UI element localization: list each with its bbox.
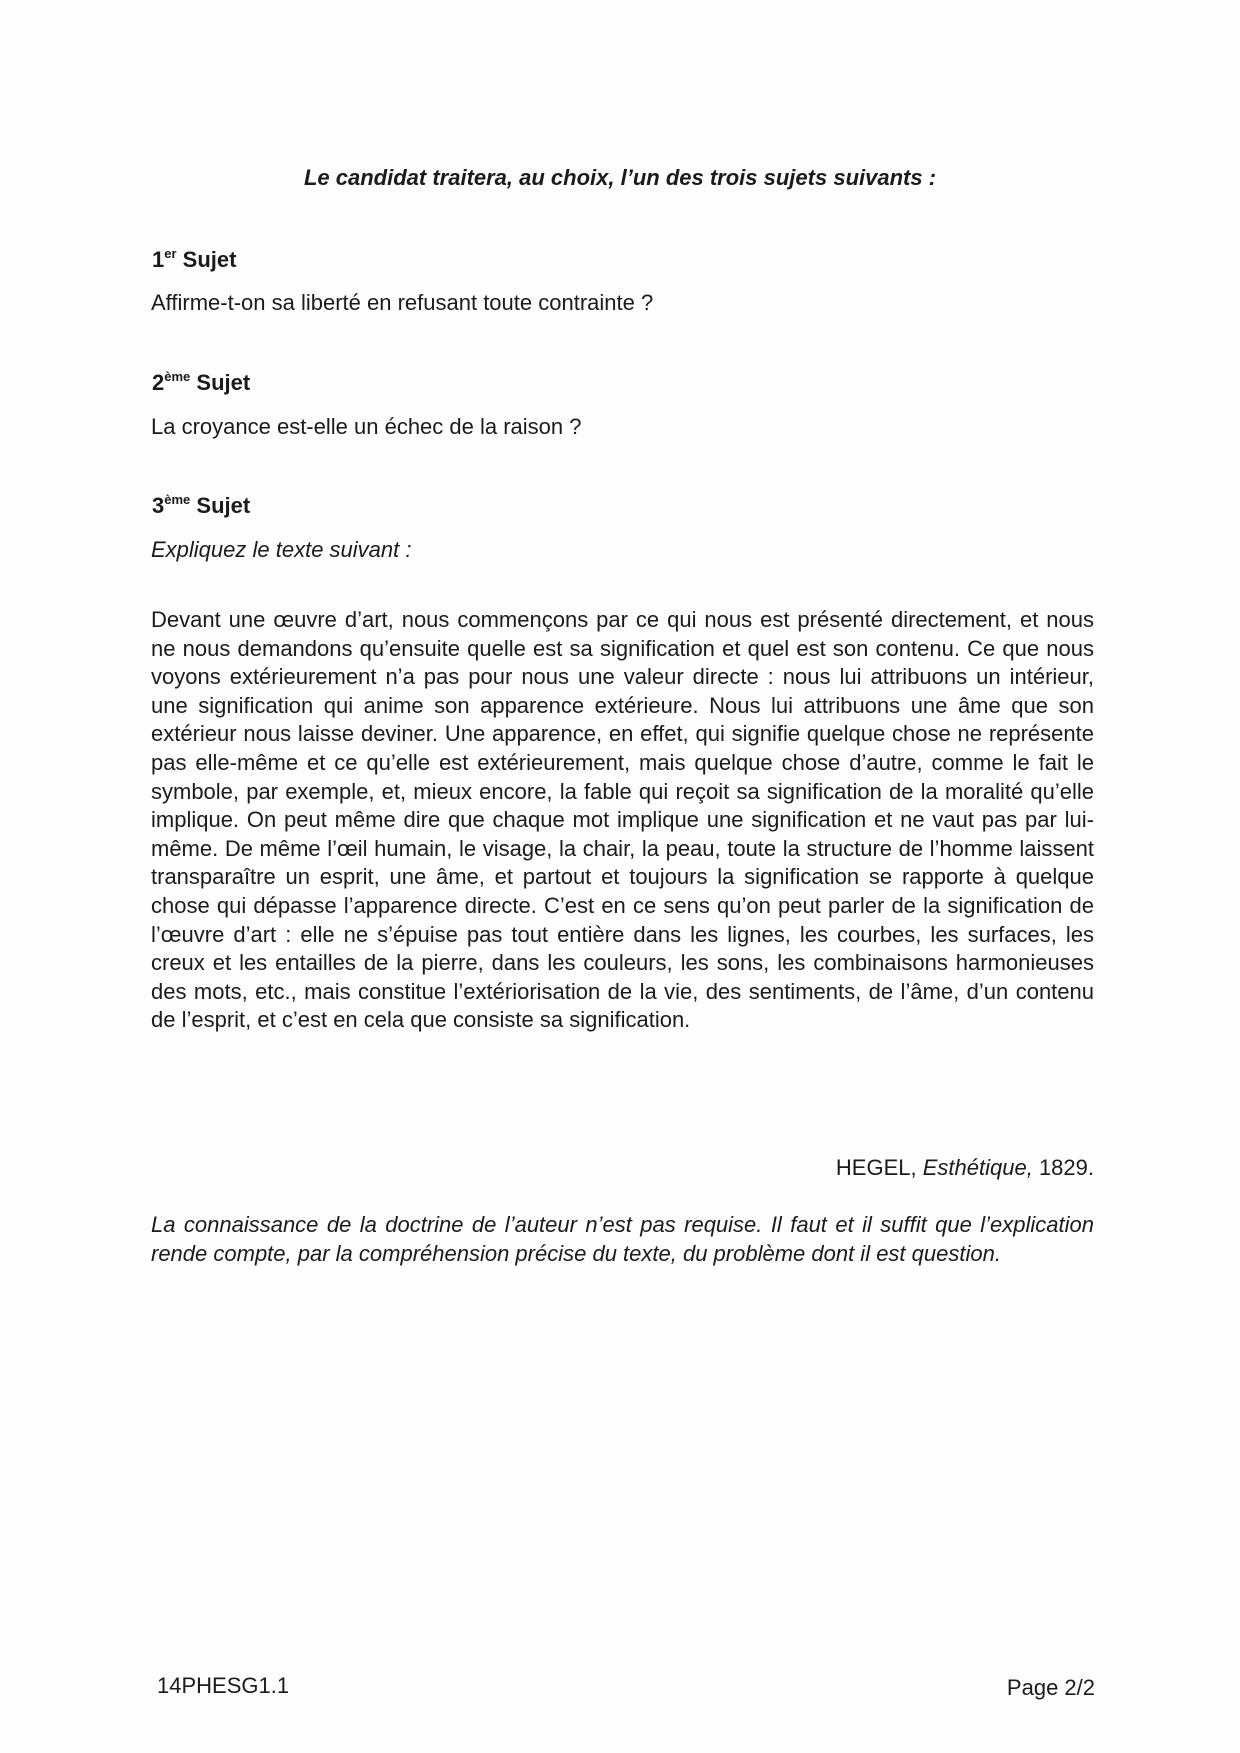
citation-year: 1829. bbox=[1038, 1155, 1094, 1180]
subject-3-number: 3 bbox=[152, 493, 165, 518]
page-number: Page 2/2 bbox=[1006, 1675, 1095, 1700]
subject-3-ordinal: ème bbox=[164, 492, 191, 507]
subject-2-question: La croyance est-elle un échec de la raison ? bbox=[151, 414, 582, 439]
subject-2-number: 2 bbox=[152, 370, 165, 395]
subject-1-label: Sujet bbox=[182, 247, 237, 272]
instructions-heading: Le candidat traitera, au choix, l’un des trois sujets suivants : bbox=[303, 165, 937, 190]
subject-3-instruction: Expliquez le texte suivant : bbox=[151, 537, 412, 562]
subject-2-label: Sujet bbox=[196, 370, 251, 395]
subject-3-title bbox=[152, 492, 250, 520]
explanation-note: La connaissance de la doctrine de l’auteur n’est pas requise. Il faut et il suffit que l’explication rende compte, par la compréhension précise du texte, du problème dont il est question. bbox=[151, 1212, 1094, 1266]
subject-1-ordinal: er bbox=[164, 246, 177, 261]
subject-1-title bbox=[152, 246, 236, 274]
subject-2-ordinal: ème bbox=[164, 369, 191, 384]
subject-1-number: 1 bbox=[152, 247, 165, 272]
subject-2-title bbox=[152, 369, 250, 397]
subject-3-label: Sujet bbox=[196, 493, 251, 518]
passage-citation bbox=[836, 1154, 1094, 1182]
subject-1-question: Affirme-t-on sa liberté en refusant toute contrainte ? bbox=[151, 290, 654, 315]
citation-work: Esthétique, bbox=[922, 1155, 1033, 1180]
citation-author: HEGEL, bbox=[835, 1155, 917, 1180]
hegel-passage: Devant une œuvre d’art, nous commençons par ce qui nous est présenté directement, et nous ne nous demandons qu’ensuite quelle est sa signification et quel est son contenu. Ce que nous voyons extérieurement n’a pas pour nous une valeur directe : nous lui attribuons un intérieur, une signification qui anime son apparence extérieure. Nous lui attribuons une âme que son extérieur nous laisse deviner. Une apparence, en effet, qui signifie quelque chose ne représente pas elle-même et ce qu’elle est extérieurement, mais quelque chose d’autre, comme le fait le symbole, par exemple, et, mieux encore, la fable qui reçoit sa signification de la moralité qu’elle implique. On peut même dire que chaque mot implique une signification et ne vaut pas par lui-même. De même l’œil humain, le visage, la chair, la peau, toute la structure de l’homme laissent transparaître un esprit, une âme, et partout et toujours la signification se rapporte à quelque chose qui dépasse l’apparence directe. C’est en ce sens qu’on peut parler de la signification de l’œuvre d’art : elle ne s’épuise pas tout entière dans les lignes, les courbes, les surfaces, les creux et les entailles de la pierre, dans les couleurs, les sons, les combinaisons harmonieuses des mots, etc., mais constitue l’extériorisation de la vie, des sentiments, de l’âme, d’un contenu de l’esprit, et c’est en cela que consiste sa signification. bbox=[151, 607, 1094, 1033]
exam-code: 14PHESG1.1 bbox=[157, 1673, 290, 1698]
